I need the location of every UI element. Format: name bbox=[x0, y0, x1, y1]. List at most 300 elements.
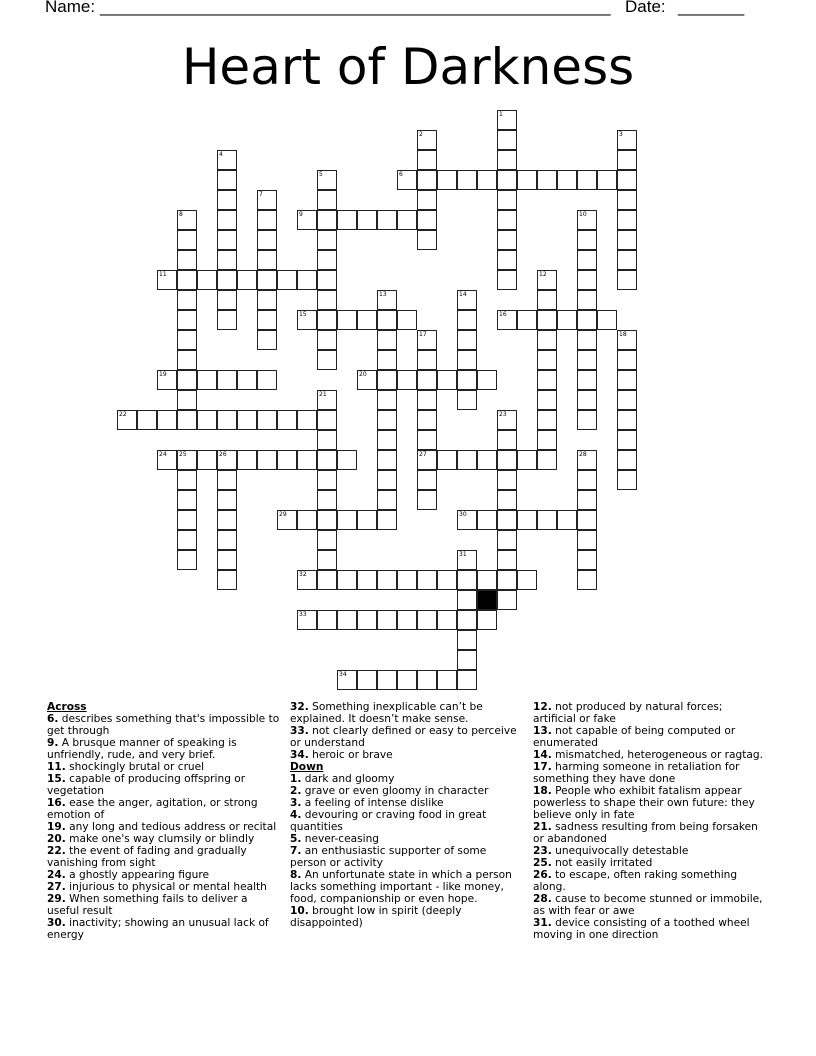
grid-cell[interactable] bbox=[157, 410, 177, 430]
grid-cell[interactable] bbox=[497, 430, 517, 450]
grid-cell[interactable] bbox=[477, 510, 497, 530]
grid-cell[interactable] bbox=[177, 490, 197, 510]
grid-cell[interactable] bbox=[397, 670, 417, 690]
grid-cell[interactable] bbox=[477, 610, 497, 630]
clue-number-label: 31 bbox=[459, 551, 467, 558]
grid-cell[interactable] bbox=[417, 410, 437, 430]
clue-number-label: 33 bbox=[299, 611, 307, 618]
grid-cell[interactable] bbox=[497, 150, 517, 170]
clue-number: 31. bbox=[533, 917, 552, 929]
grid-cell[interactable] bbox=[257, 370, 277, 390]
grid-cell[interactable] bbox=[617, 350, 637, 370]
grid-cell[interactable] bbox=[617, 370, 637, 390]
grid-cell[interactable] bbox=[237, 370, 257, 390]
grid-cell[interactable] bbox=[617, 410, 637, 430]
clue-number: 10. bbox=[290, 905, 309, 917]
clue-number: 1. bbox=[290, 773, 302, 785]
grid-cell[interactable] bbox=[437, 610, 457, 630]
grid-cell[interactable] bbox=[417, 470, 437, 490]
grid-cell[interactable] bbox=[417, 130, 437, 150]
grid-cell[interactable] bbox=[417, 610, 437, 630]
grid-cell[interactable] bbox=[197, 450, 217, 470]
grid-cell[interactable] bbox=[457, 370, 477, 390]
grid-cell[interactable] bbox=[177, 310, 197, 330]
grid-cell[interactable] bbox=[557, 510, 577, 530]
name-label: Name: bbox=[45, 0, 96, 16]
grid-cell[interactable] bbox=[237, 450, 257, 470]
grid-cell[interactable] bbox=[217, 230, 237, 250]
grid-cell[interactable] bbox=[497, 510, 517, 530]
grid-cell[interactable] bbox=[497, 590, 517, 610]
grid-cell[interactable] bbox=[617, 250, 637, 270]
grid-cell[interactable] bbox=[517, 510, 537, 530]
grid-cell[interactable] bbox=[537, 310, 557, 330]
grid-cell[interactable] bbox=[437, 670, 457, 690]
grid-cell[interactable] bbox=[317, 210, 337, 230]
clue-number: 28. bbox=[533, 893, 552, 905]
grid-cell[interactable] bbox=[497, 450, 517, 470]
grid-cell[interactable] bbox=[177, 350, 197, 370]
grid-cell[interactable] bbox=[317, 230, 337, 250]
grid-cell[interactable] bbox=[177, 210, 197, 230]
grid-cell[interactable] bbox=[257, 230, 277, 250]
clue-text: A brusque manner of speaking is unfriendly, rude, and very brief. bbox=[47, 737, 237, 761]
grid-cell[interactable] bbox=[297, 210, 317, 230]
grid-cell[interactable] bbox=[117, 410, 137, 430]
grid-cell[interactable] bbox=[617, 430, 637, 450]
grid-cell[interactable] bbox=[577, 170, 597, 190]
grid-cell[interactable] bbox=[317, 550, 337, 570]
grid-cell[interactable] bbox=[497, 130, 517, 150]
grid-cell[interactable] bbox=[537, 450, 557, 470]
grid-cell[interactable] bbox=[537, 330, 557, 350]
grid-cell[interactable] bbox=[577, 310, 597, 330]
grid-cell[interactable] bbox=[357, 670, 377, 690]
clue-number-label: 3 bbox=[619, 131, 623, 138]
clue-column-2 bbox=[290, 701, 525, 929]
clue-text: to escape, often raking something along. bbox=[533, 869, 738, 893]
grid-cell[interactable] bbox=[377, 310, 397, 330]
grid-cell[interactable] bbox=[317, 410, 337, 430]
grid-cell[interactable] bbox=[137, 410, 157, 430]
grid-cell[interactable] bbox=[497, 110, 517, 130]
clue-number-label: 2 bbox=[419, 131, 423, 138]
grid-cell[interactable] bbox=[437, 570, 457, 590]
clue-number-label: 5 bbox=[319, 171, 323, 178]
grid-cell[interactable] bbox=[257, 250, 277, 270]
grid-cell[interactable] bbox=[617, 390, 637, 410]
grid-cell[interactable] bbox=[177, 370, 197, 390]
grid-cell[interactable] bbox=[497, 490, 517, 510]
grid-cell[interactable] bbox=[577, 450, 597, 470]
grid-cell[interactable] bbox=[577, 550, 597, 570]
grid-cell[interactable] bbox=[357, 570, 377, 590]
grid-cell[interactable] bbox=[377, 290, 397, 310]
grid-cell[interactable] bbox=[577, 210, 597, 230]
grid-cell[interactable] bbox=[397, 210, 417, 230]
grid-cell[interactable] bbox=[417, 350, 437, 370]
grid-cell[interactable] bbox=[577, 470, 597, 490]
grid-cell[interactable] bbox=[457, 310, 477, 330]
grid-cell[interactable] bbox=[417, 170, 437, 190]
grid-cell[interactable] bbox=[497, 170, 517, 190]
grid-cell[interactable] bbox=[457, 550, 477, 570]
clue-number-label: 26 bbox=[219, 451, 227, 458]
grid-cell[interactable] bbox=[497, 210, 517, 230]
grid-cell[interactable] bbox=[217, 210, 237, 230]
grid-cell[interactable] bbox=[397, 570, 417, 590]
grid-cell[interactable] bbox=[217, 450, 237, 470]
grid-cell[interactable] bbox=[377, 510, 397, 530]
grid-cell[interactable] bbox=[617, 270, 637, 290]
grid-cell[interactable] bbox=[577, 410, 597, 430]
clue-text: device consisting of a toothed wheel moving in one direction bbox=[533, 917, 750, 941]
clue-text: unequivocally detestable bbox=[555, 845, 689, 857]
grid-cell[interactable] bbox=[517, 310, 537, 330]
grid-cell[interactable] bbox=[337, 510, 357, 530]
grid-cell[interactable] bbox=[497, 470, 517, 490]
clue-number: 13. bbox=[533, 725, 552, 737]
grid-cell[interactable] bbox=[357, 210, 377, 230]
grid-cell[interactable] bbox=[197, 370, 217, 390]
grid-cell[interactable] bbox=[317, 610, 337, 630]
grid-cell[interactable] bbox=[257, 210, 277, 230]
across-clue bbox=[47, 797, 282, 821]
grid-cell[interactable] bbox=[457, 610, 477, 630]
grid-cell[interactable] bbox=[617, 330, 637, 350]
grid-cell[interactable] bbox=[317, 530, 337, 550]
grid-cell[interactable] bbox=[177, 250, 197, 270]
grid-cell[interactable] bbox=[377, 330, 397, 350]
grid-cell[interactable] bbox=[377, 610, 397, 630]
grid-cell[interactable] bbox=[317, 470, 337, 490]
grid-cell[interactable] bbox=[497, 410, 517, 430]
grid-cell[interactable] bbox=[157, 270, 177, 290]
grid-cell[interactable] bbox=[577, 230, 597, 250]
grid-cell[interactable] bbox=[297, 310, 317, 330]
grid-cell[interactable] bbox=[217, 370, 237, 390]
grid-cell[interactable] bbox=[357, 610, 377, 630]
grid-cell[interactable] bbox=[497, 230, 517, 250]
clue-number-label: 14 bbox=[459, 291, 467, 298]
clue-number-label: 28 bbox=[579, 451, 587, 458]
down-clue bbox=[533, 917, 768, 941]
grid-cell[interactable] bbox=[297, 410, 317, 430]
grid-cell[interactable] bbox=[417, 570, 437, 590]
grid-cell[interactable] bbox=[417, 210, 437, 230]
grid-cell[interactable] bbox=[457, 570, 477, 590]
grid-cell[interactable] bbox=[317, 350, 337, 370]
grid-cell[interactable] bbox=[317, 330, 337, 350]
grid-cell[interactable] bbox=[317, 310, 337, 330]
across-clue bbox=[47, 737, 282, 761]
grid-cell[interactable] bbox=[477, 170, 497, 190]
grid-cell[interactable] bbox=[177, 530, 197, 550]
grid-cell[interactable] bbox=[177, 290, 197, 310]
grid-cell[interactable] bbox=[457, 450, 477, 470]
grid-cell[interactable] bbox=[297, 450, 317, 470]
down-clue bbox=[533, 725, 768, 749]
grid-cell[interactable] bbox=[577, 350, 597, 370]
grid-cell[interactable] bbox=[217, 270, 237, 290]
grid-cell[interactable] bbox=[537, 170, 557, 190]
grid-cell[interactable] bbox=[157, 370, 177, 390]
clue-text: cause to become stunned or immobile, as with fear or awe bbox=[533, 893, 763, 917]
grid-cell[interactable] bbox=[457, 330, 477, 350]
grid-cell[interactable] bbox=[417, 670, 437, 690]
grid-cell[interactable] bbox=[157, 450, 177, 470]
down-clue bbox=[290, 869, 525, 905]
grid-cell[interactable] bbox=[377, 370, 397, 390]
grid-cell[interactable] bbox=[237, 410, 257, 430]
grid-cell[interactable] bbox=[617, 450, 637, 470]
grid-cell[interactable] bbox=[497, 530, 517, 550]
grid-cell[interactable] bbox=[297, 510, 317, 530]
grid-cell[interactable] bbox=[257, 290, 277, 310]
grid-cell[interactable] bbox=[337, 310, 357, 330]
grid-cell[interactable] bbox=[377, 430, 397, 450]
grid-cell[interactable] bbox=[457, 650, 477, 670]
grid-cell[interactable] bbox=[337, 210, 357, 230]
grid-cell[interactable] bbox=[457, 390, 477, 410]
grid-cell[interactable] bbox=[577, 290, 597, 310]
grid-cell[interactable] bbox=[257, 410, 277, 430]
across-clue bbox=[47, 893, 282, 917]
clue-text: ease the anger, agitation, or strong emotion of bbox=[47, 797, 258, 821]
name-field[interactable]: ______________________________________________________ bbox=[100, 0, 611, 16]
grid-cell[interactable] bbox=[377, 390, 397, 410]
grid-cell[interactable] bbox=[197, 270, 217, 290]
grid-cell[interactable] bbox=[217, 550, 237, 570]
grid-cell[interactable] bbox=[457, 510, 477, 530]
grid-cell[interactable] bbox=[617, 470, 637, 490]
grid-cell[interactable] bbox=[617, 170, 637, 190]
clue-number-label: 27 bbox=[419, 451, 427, 458]
grid-cell[interactable] bbox=[217, 530, 237, 550]
grid-cell[interactable] bbox=[177, 390, 197, 410]
grid-cell[interactable] bbox=[417, 430, 437, 450]
grid-cell[interactable] bbox=[437, 450, 457, 470]
grid-cell[interactable] bbox=[377, 450, 397, 470]
grid-cell[interactable] bbox=[377, 410, 397, 430]
grid-cell[interactable] bbox=[397, 610, 417, 630]
grid-cell[interactable] bbox=[217, 150, 237, 170]
grid-cell[interactable] bbox=[317, 450, 337, 470]
grid-cell[interactable] bbox=[377, 470, 397, 490]
grid-cell[interactable] bbox=[257, 450, 277, 470]
grid-cell[interactable] bbox=[577, 530, 597, 550]
grid-cell[interactable] bbox=[477, 570, 497, 590]
grid-cell[interactable] bbox=[497, 570, 517, 590]
grid-cell[interactable] bbox=[437, 170, 457, 190]
grid-cell[interactable] bbox=[177, 450, 197, 470]
grid-cell[interactable] bbox=[317, 570, 337, 590]
grid-cell[interactable] bbox=[577, 250, 597, 270]
grid-cell[interactable] bbox=[577, 510, 597, 530]
grid-cell[interactable] bbox=[457, 670, 477, 690]
grid-cell[interactable] bbox=[337, 610, 357, 630]
down-clue bbox=[533, 749, 768, 761]
grid-cell[interactable] bbox=[217, 290, 237, 310]
grid-cell[interactable] bbox=[317, 270, 337, 290]
clue-text: a feeling of intense dislike bbox=[304, 797, 444, 809]
grid-cell[interactable] bbox=[497, 250, 517, 270]
grid-cell[interactable] bbox=[217, 170, 237, 190]
grid-cell[interactable] bbox=[177, 510, 197, 530]
grid-cell[interactable] bbox=[537, 410, 557, 430]
grid-cell[interactable] bbox=[617, 150, 637, 170]
grid-cell[interactable] bbox=[577, 570, 597, 590]
grid-cell[interactable] bbox=[617, 190, 637, 210]
clue-text: inactivity; showing an unusual lack of energy bbox=[47, 917, 269, 941]
across-clue bbox=[47, 773, 282, 797]
grid-cell[interactable] bbox=[577, 330, 597, 350]
grid-cell[interactable] bbox=[537, 510, 557, 530]
grid-cell[interactable] bbox=[317, 170, 337, 190]
grid-cell[interactable] bbox=[617, 230, 637, 250]
grid-cell[interactable] bbox=[337, 670, 357, 690]
grid-cell[interactable] bbox=[517, 450, 537, 470]
grid-cell[interactable] bbox=[177, 410, 197, 430]
grid-cell[interactable] bbox=[257, 310, 277, 330]
grid-cell[interactable] bbox=[557, 170, 577, 190]
grid-cell[interactable] bbox=[417, 390, 437, 410]
grid-cell[interactable] bbox=[357, 310, 377, 330]
grid-cell[interactable] bbox=[377, 490, 397, 510]
grid-cell[interactable] bbox=[457, 350, 477, 370]
clue-text: People who exhibit fatalism appear powerless to shape their own future: they believe only in fate bbox=[533, 785, 755, 821]
grid-cell[interactable] bbox=[397, 370, 417, 390]
grid-cell[interactable] bbox=[417, 330, 437, 350]
grid-cell[interactable] bbox=[417, 230, 437, 250]
grid-cell[interactable] bbox=[317, 490, 337, 510]
across-clue bbox=[290, 749, 525, 761]
grid-cell[interactable] bbox=[177, 270, 197, 290]
grid-cell[interactable] bbox=[177, 550, 197, 570]
grid-cell[interactable] bbox=[577, 490, 597, 510]
grid-cell[interactable] bbox=[537, 430, 557, 450]
grid-cell[interactable] bbox=[357, 510, 377, 530]
grid-cell[interactable] bbox=[177, 330, 197, 350]
grid-cell[interactable] bbox=[317, 430, 337, 450]
grid-cell[interactable] bbox=[537, 270, 557, 290]
grid-cell[interactable] bbox=[537, 290, 557, 310]
grid-cell[interactable] bbox=[397, 170, 417, 190]
grid-cell[interactable] bbox=[417, 450, 437, 470]
grid-cell[interactable] bbox=[277, 450, 297, 470]
grid-cell[interactable] bbox=[617, 210, 637, 230]
clue-number-label: 1 bbox=[499, 111, 503, 118]
grid-cell[interactable] bbox=[377, 670, 397, 690]
clue-number: 19. bbox=[47, 821, 66, 833]
grid-cell[interactable] bbox=[217, 250, 237, 270]
grid-cell[interactable] bbox=[317, 510, 337, 530]
clue-number: 29. bbox=[47, 893, 66, 905]
clue-number: 16. bbox=[47, 797, 66, 809]
grid-cell[interactable] bbox=[217, 490, 237, 510]
grid-cell[interactable] bbox=[197, 410, 217, 430]
clue-number-label: 12 bbox=[539, 271, 547, 278]
grid-cell[interactable] bbox=[377, 210, 397, 230]
grid-cell[interactable] bbox=[537, 390, 557, 410]
grid-cell[interactable] bbox=[337, 570, 357, 590]
grid-cell[interactable] bbox=[297, 270, 317, 290]
grid-cell[interactable] bbox=[477, 370, 497, 390]
clue-number-label: 18 bbox=[619, 331, 627, 338]
date-field[interactable]: _______ bbox=[678, 0, 745, 16]
grid-cell[interactable] bbox=[457, 170, 477, 190]
grid-cell[interactable] bbox=[537, 350, 557, 370]
grid-cell[interactable] bbox=[497, 270, 517, 290]
grid-cell[interactable] bbox=[597, 170, 617, 190]
grid-cell[interactable] bbox=[277, 270, 297, 290]
grid-cell[interactable] bbox=[617, 130, 637, 150]
grid-cell[interactable] bbox=[317, 390, 337, 410]
grid-cell[interactable] bbox=[417, 190, 437, 210]
grid-cell[interactable] bbox=[417, 490, 437, 510]
grid-cell[interactable] bbox=[217, 190, 237, 210]
grid-cell[interactable] bbox=[217, 310, 237, 330]
grid-cell[interactable] bbox=[497, 310, 517, 330]
grid-cell[interactable] bbox=[577, 270, 597, 290]
grid-cell[interactable] bbox=[317, 250, 337, 270]
grid-cell[interactable] bbox=[257, 190, 277, 210]
grid-cell[interactable] bbox=[377, 570, 397, 590]
grid-cell[interactable] bbox=[217, 510, 237, 530]
grid-cell[interactable] bbox=[297, 570, 317, 590]
clue-number: 17. bbox=[533, 761, 552, 773]
grid-cell[interactable] bbox=[577, 390, 597, 410]
grid-cell[interactable] bbox=[577, 370, 597, 390]
grid-cell[interactable] bbox=[457, 590, 477, 610]
grid-cell[interactable] bbox=[277, 410, 297, 430]
grid-cell[interactable] bbox=[397, 310, 417, 330]
grid-cell[interactable] bbox=[217, 410, 237, 430]
grid-cell[interactable] bbox=[417, 370, 437, 390]
grid-cell[interactable] bbox=[337, 450, 357, 470]
grid-cell[interactable] bbox=[517, 170, 537, 190]
grid-cell[interactable] bbox=[297, 610, 317, 630]
grid-cell[interactable] bbox=[257, 270, 277, 290]
grid-cell[interactable] bbox=[377, 350, 397, 370]
grid-cell[interactable] bbox=[317, 290, 337, 310]
grid-cell[interactable] bbox=[457, 290, 477, 310]
grid-cell[interactable] bbox=[217, 470, 237, 490]
grid-cell[interactable] bbox=[237, 270, 257, 290]
grid-cell[interactable] bbox=[317, 190, 337, 210]
grid-cell[interactable] bbox=[277, 510, 297, 530]
grid-cell[interactable] bbox=[537, 370, 557, 390]
grid-cell[interactable] bbox=[417, 150, 437, 170]
grid-cell[interactable] bbox=[217, 570, 237, 590]
clue-number-label: 25 bbox=[179, 451, 187, 458]
grid-cell[interactable] bbox=[437, 370, 457, 390]
grid-cell[interactable] bbox=[517, 570, 537, 590]
grid-cell[interactable] bbox=[557, 310, 577, 330]
grid-cell[interactable] bbox=[477, 450, 497, 470]
across-clue bbox=[47, 869, 282, 881]
grid-cell[interactable] bbox=[177, 230, 197, 250]
down-heading: Down bbox=[290, 761, 324, 773]
grid-cell[interactable] bbox=[497, 550, 517, 570]
grid-cell[interactable] bbox=[357, 370, 377, 390]
grid-cell[interactable] bbox=[597, 310, 617, 330]
grid-cell[interactable] bbox=[177, 470, 197, 490]
grid-cell[interactable] bbox=[457, 630, 477, 650]
clue-number: 32. bbox=[290, 701, 309, 713]
grid-cell[interactable] bbox=[257, 330, 277, 350]
grid-cell[interactable] bbox=[497, 190, 517, 210]
